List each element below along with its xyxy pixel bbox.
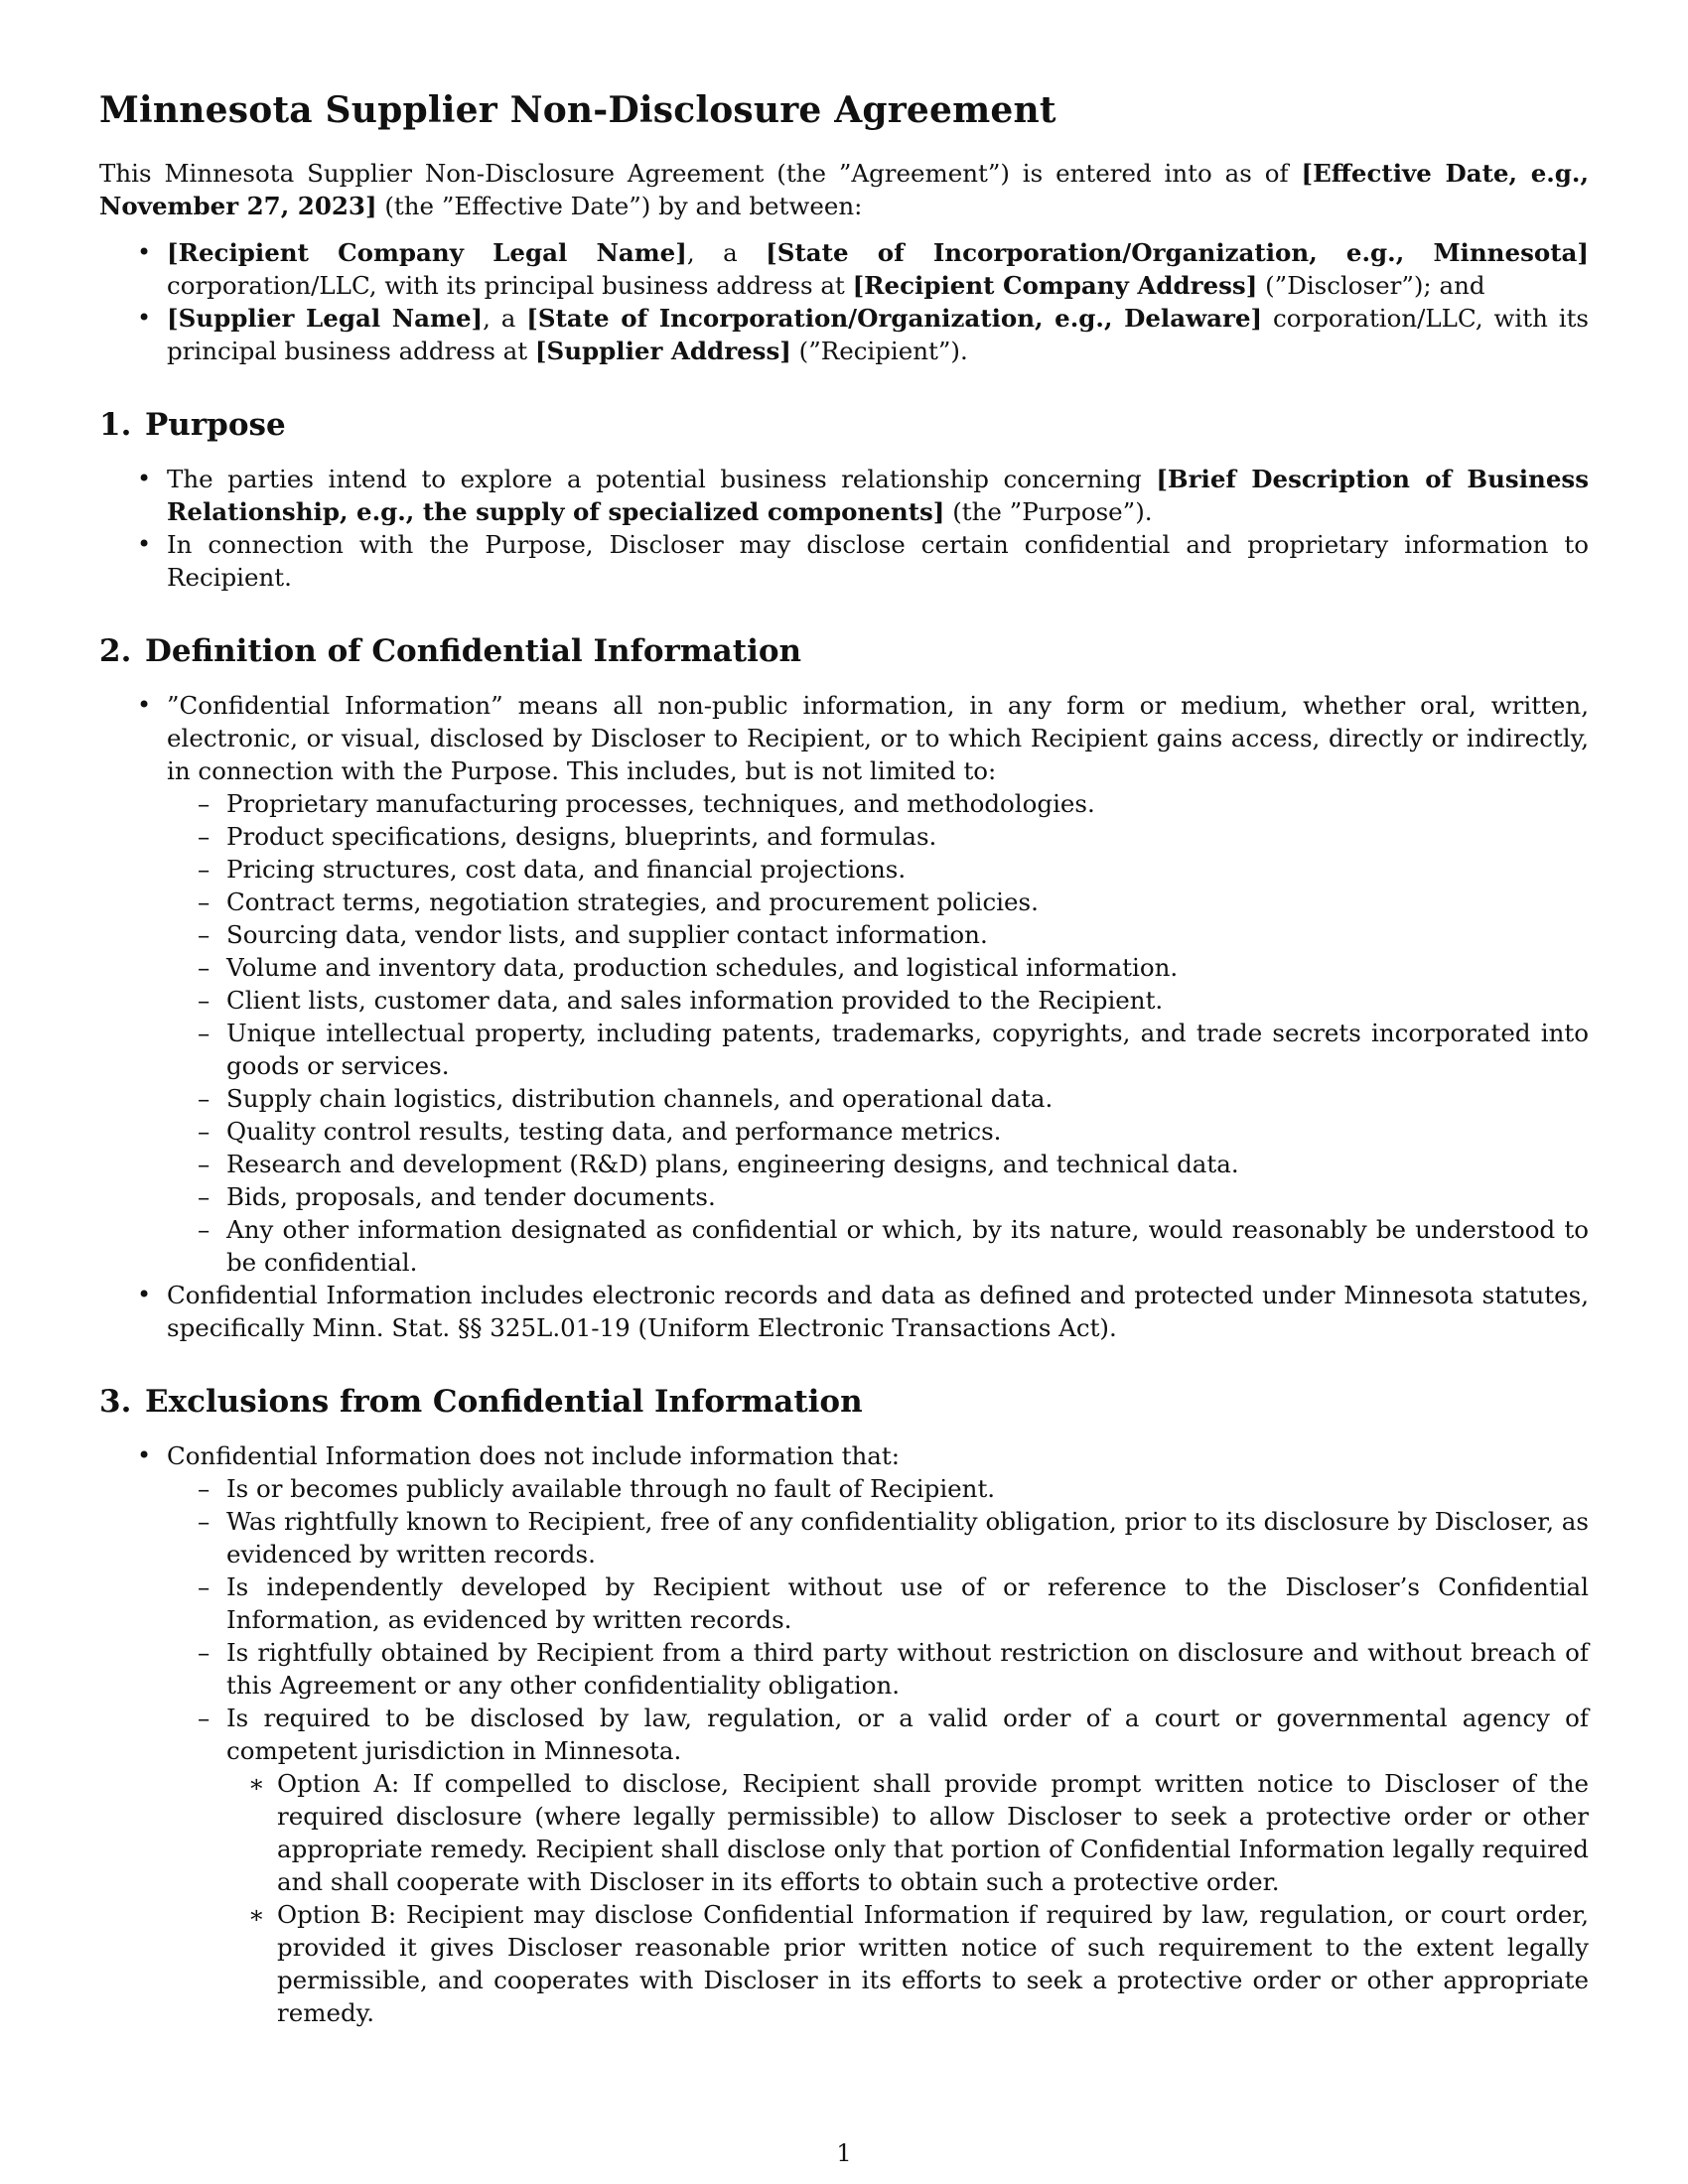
options-sublist	[226, 1767, 1589, 2029]
list-item	[99, 463, 1589, 528]
placeholder-field: [Supplier Address]	[534, 337, 791, 365]
sub-list-item: – Product specifications, designs, blueprints, and formulas.	[166, 820, 1589, 853]
sub-list-item: – Client lists, customer data, and sales information provided to the Recipient.	[166, 984, 1589, 1017]
list-item: • Confidential Information includes electronic records and data as defined and protected under Minnesota statutes, specifically Minn. Stat. §§ 325L.01-19 (Uniform Electronic Transactions Act).	[99, 1279, 1589, 1344]
section-heading-purpose	[99, 407, 1589, 443]
placeholder-field: [Recipient Company Address]	[852, 271, 1258, 300]
party-text: (”Recipient”).	[790, 337, 968, 365]
list-item	[99, 1439, 1589, 2029]
option-item: ∗ Option A: If compelled to disclose, Recipient shall provide prompt written notice to Discloser of the required disclosure (where legally permissible) to allow Discloser to seek a protective order or other appropriate remedy. Recipient shall disclose only that portion of Confidential Information legally required and shall cooperate with Discloser in its efforts to obtain such a protective order.	[226, 1767, 1589, 1898]
placeholder-field: [State of Incorporation/Organization, e.g., Minnesota]	[766, 238, 1589, 267]
page-number: 1	[836, 2139, 852, 2167]
item-text: ”Confidential Information” means all non-public information, in any form or medium, whether oral, written, electronic, or visual, disclosed by Discloser to Recipient, or to which Recipient gains access, directly or indirectly, in connection with the Purpose. This includes, but is not limited to:	[167, 691, 1589, 785]
party-recipient	[99, 302, 1589, 367]
party-text: corporation/LLC, with its principal business address at	[167, 304, 1589, 365]
sub-list-item: – Supply chain logistics, distribution channels, and operational data.	[166, 1082, 1589, 1115]
document-page	[99, 89, 1589, 2029]
sub-list-item: – Sourcing data, vendor lists, and supplier contact information.	[166, 918, 1589, 951]
party-discloser	[99, 236, 1589, 302]
section-heading-definition	[99, 633, 1589, 669]
item-text: (the ”Purpose”).	[944, 497, 1153, 526]
document-title: Minnesota Supplier Non-Disclosure Agreement	[99, 89, 1056, 131]
definition-list	[99, 689, 1589, 1344]
placeholder-field: [Brief Description of Business Relationship, e.g., the supply of specialized components]	[167, 465, 1589, 526]
section-title: Definition of Confidential Information	[145, 633, 802, 669]
section-number: 3.	[99, 1384, 132, 1420]
placeholder-field: [Recipient Company Legal Name]	[167, 238, 687, 267]
sub-list-item: – Contract terms, negotiation strategies, and procurement policies.	[166, 886, 1589, 918]
sub-list-item: – Unique intellectual property, including patents, trademarks, copyrights, and trade secrets incorporated into goods or services.	[166, 1017, 1589, 1082]
intro-text: (the ”Effective Date”) by and between:	[376, 192, 863, 220]
party-text: (”Discloser”); and	[1257, 271, 1485, 300]
sub-list-item: – Is or becomes publicly available through no fault of Recipient.	[166, 1472, 1589, 1505]
confidential-info-sublist	[167, 787, 1589, 1279]
sub-list-item: – Quality control results, testing data, and performance metrics.	[166, 1115, 1589, 1148]
sub-list-item: – Was rightfully known to Recipient, free of any confidentiality obligation, prior to its disclosure by Discloser, as evidenced by written records.	[166, 1505, 1589, 1570]
sub-list-item: – Is independently developed by Recipient without use of or reference to the Discloser’s Confidential Information, as evidenced by written records.	[166, 1570, 1589, 1636]
section-title: Purpose	[145, 407, 286, 443]
party-text: , a	[686, 238, 767, 267]
section-number: 2.	[99, 633, 132, 669]
sub-list-item: – Is rightfully obtained by Recipient from a third party without restriction on disclosure and without breach of this Agreement or any other confidentiality obligation.	[166, 1636, 1589, 1702]
exclusions-list	[99, 1439, 1589, 2029]
purpose-list	[99, 463, 1589, 594]
list-item	[99, 689, 1589, 1279]
item-text: The parties intend to explore a potential business relationship concerning	[167, 465, 1157, 493]
sub-list-item: – Volume and inventory data, production schedules, and logistical information.	[166, 951, 1589, 984]
placeholder-field: [Supplier Legal Name]	[167, 304, 484, 333]
effective-date-placeholder: [Effective Date, e.g., November 27, 2023]	[99, 159, 1589, 220]
sub-list-item: – Pricing structures, cost data, and financial projections.	[166, 853, 1589, 886]
section-heading-exclusions	[99, 1384, 1589, 1420]
section-number: 1.	[99, 407, 132, 443]
party-text: , a	[483, 304, 527, 333]
party-text: corporation/LLC, with its principal business address at	[167, 271, 853, 300]
exclusions-sublist	[167, 1472, 1589, 2029]
parties-list	[99, 236, 1589, 367]
sub-list-item: – Research and development (R&D) plans, engineering designs, and technical data.	[166, 1148, 1589, 1180]
intro-paragraph	[99, 157, 1589, 222]
list-item: • In connection with the Purpose, Discloser may disclose certain confidential and proprietary information to Recipient.	[99, 528, 1589, 594]
option-item: ∗ Option B: Recipient may disclose Confidential Information if required by law, regulation, or court order, provided it gives Discloser reasonable prior written notice of such requirement to the extent legally permissible, and cooperates with Discloser in its efforts to seek a protective order or other appropriate remedy.	[226, 1898, 1589, 2029]
item-text: Is required to be disclosed by law, regulation, or a valid order of a court or governmental agency of competent jurisdiction in Minnesota.	[226, 1704, 1589, 1765]
sub-list-item	[166, 1702, 1589, 2029]
sub-list-item: – Any other information designated as confidential or which, by its nature, would reasonably be understood to be confidential.	[166, 1213, 1589, 1279]
section-title: Exclusions from Confidential Information	[145, 1384, 863, 1420]
placeholder-field: [State of Incorporation/Organization, e.g., Delaware]	[526, 304, 1263, 333]
sub-list-item: – Bids, proposals, and tender documents.	[166, 1180, 1589, 1213]
intro-text: This Minnesota Supplier Non-Disclosure Agreement (the ”Agreement”) is entered into as of	[99, 159, 1302, 188]
sub-list-item: – Proprietary manufacturing processes, techniques, and methodologies.	[166, 787, 1589, 820]
item-text: Confidential Information does not include information that:	[167, 1441, 901, 1470]
